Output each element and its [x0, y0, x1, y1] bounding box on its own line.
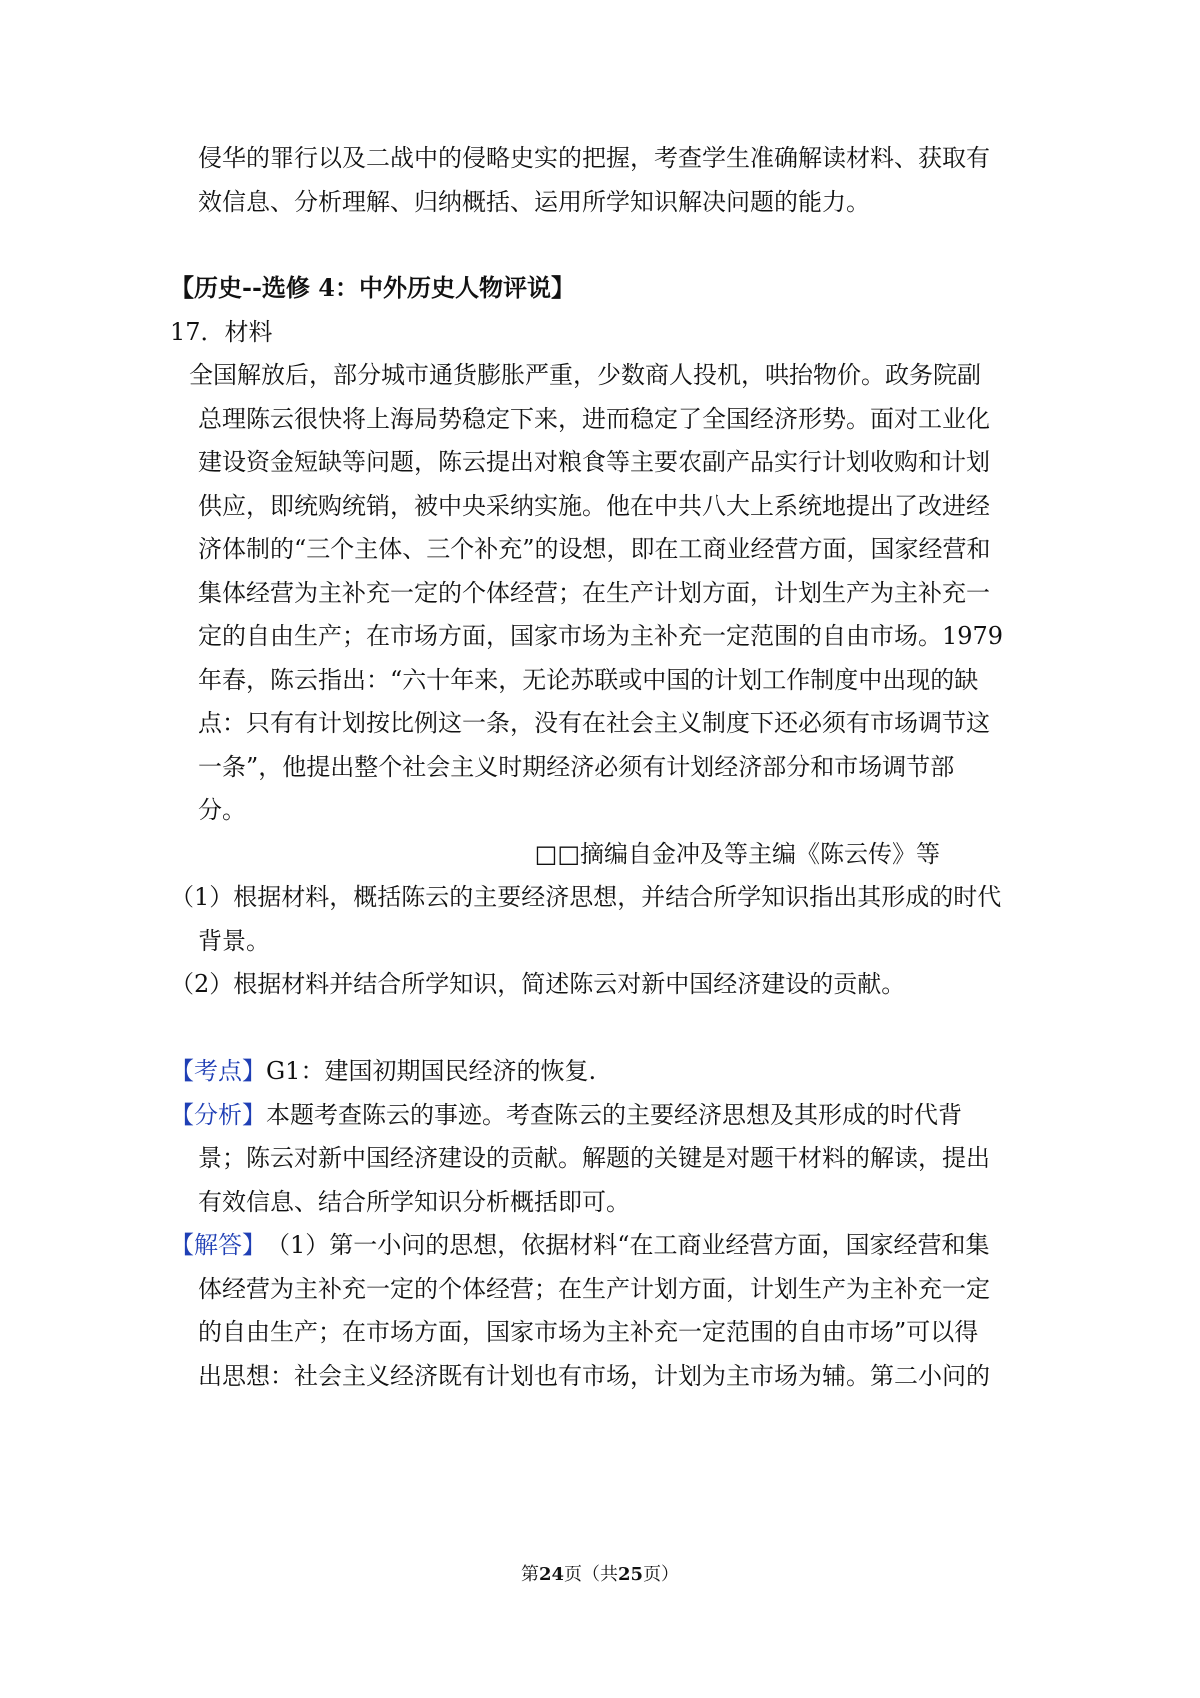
intro-line-1: 侵华的罪行以及二战中的侵略史实的把握，考查学生准确解读材料、获取有	[198, 144, 990, 172]
material-line-6: 集体经营为主补充一定的个体经营；在生产计划方面，计划生产为主补充一	[198, 579, 990, 607]
question-number: 17．材料	[170, 318, 273, 346]
material-line-10: 一条”，他提出整个社会主义时期经济必须有计划经济部分和市场调节部	[198, 753, 955, 781]
fenxi-line-2: 景；陈云对新中国经济建设的贡献。解题的关键是对题干材料的解读，提出	[198, 1144, 990, 1172]
sub-question-2: （2）根据材料并结合所学知识，简述陈云对新中国经济建设的贡献。	[170, 970, 906, 998]
footer-prefix: 第	[520, 1564, 539, 1585]
material-line-1: 全国解放后，部分城市通货膨胀严重，少数商人投机，哄抬物价。政务院副	[189, 361, 981, 389]
jieda-line-4: 出思想：社会主义经济既有计划也有市场，计划为主市场为辅。第二小问的	[198, 1362, 990, 1390]
material-source: □□摘编自金冲及等主编《陈云传》等	[534, 840, 940, 868]
jieda-row	[170, 1228, 990, 1262]
fenxi-line-3: 有效信息、结合所学知识分析概括即可。	[198, 1188, 630, 1216]
jieda-tag: 【解答】	[170, 1231, 266, 1259]
material-line-5: 济体制的“三个主体、三个补充”的设想，即在工商业经营方面，国家经营和	[198, 535, 991, 563]
kaodian-text: G1：建国初期国民经济的恢复.	[266, 1057, 597, 1085]
fenxi-line-1: 本题考查陈云的事迹。考查陈云的主要经济思想及其形成的时代背	[266, 1101, 962, 1129]
section-heading: 【历史--选修 4：中外历史人物评说】	[170, 273, 575, 302]
material-line-11: 分。	[198, 796, 246, 824]
jieda-line-3: 的自由生产；在市场方面，国家市场为主补充一定范围的自由市场”可以得	[198, 1318, 979, 1346]
fenxi-tag: 【分析】	[170, 1101, 266, 1129]
footer-total-pages: 25	[618, 1564, 644, 1585]
kaodian-tag: 【考点】	[170, 1057, 266, 1085]
material-line-4: 供应，即统购统销，被中央采纳实施。他在中共八大上系统地提出了改进经	[198, 492, 990, 520]
sub-question-1-line-1: （1）根据材料，概括陈云的主要经济思想，并结合所学知识指出其形成的时代	[170, 883, 1002, 911]
material-line-9: 点：只有有计划按比例这一条，没有在社会主义制度下还必须有市场调节这	[198, 709, 990, 737]
fenxi-row	[170, 1098, 962, 1132]
intro-line-2: 效信息、分析理解、归纳概括、运用所学知识解决问题的能力。	[198, 188, 870, 216]
material-line-8: 年春，陈云指出：“六十年来，无论苏联或中国的计划工作制度中出现的缺	[198, 666, 979, 694]
jieda-line-1: （1）第一小问的思想，依据材料“在工商业经营方面，国家经营和集	[266, 1231, 990, 1259]
page-footer	[0, 1563, 1200, 1587]
material-line-2: 总理陈云很快将上海局势稳定下来，进而稳定了全国经济形势。面对工业化	[198, 405, 990, 433]
sub-question-1-line-2: 背景。	[198, 927, 270, 955]
material-line-7: 定的自由生产；在市场方面，国家市场为主补充一定范围的自由市场。1979	[198, 622, 1004, 650]
footer-suffix: 页）	[643, 1564, 680, 1585]
jieda-line-2: 体经营为主补充一定的个体经营；在生产计划方面，计划生产为主补充一定	[198, 1275, 990, 1303]
footer-page-number: 24	[538, 1564, 564, 1585]
kaodian-row	[170, 1054, 596, 1088]
footer-mid: 页（共	[564, 1564, 618, 1585]
material-line-3: 建设资金短缺等问题，陈云提出对粮食等主要农副产品实行计划收购和计划	[198, 448, 990, 476]
